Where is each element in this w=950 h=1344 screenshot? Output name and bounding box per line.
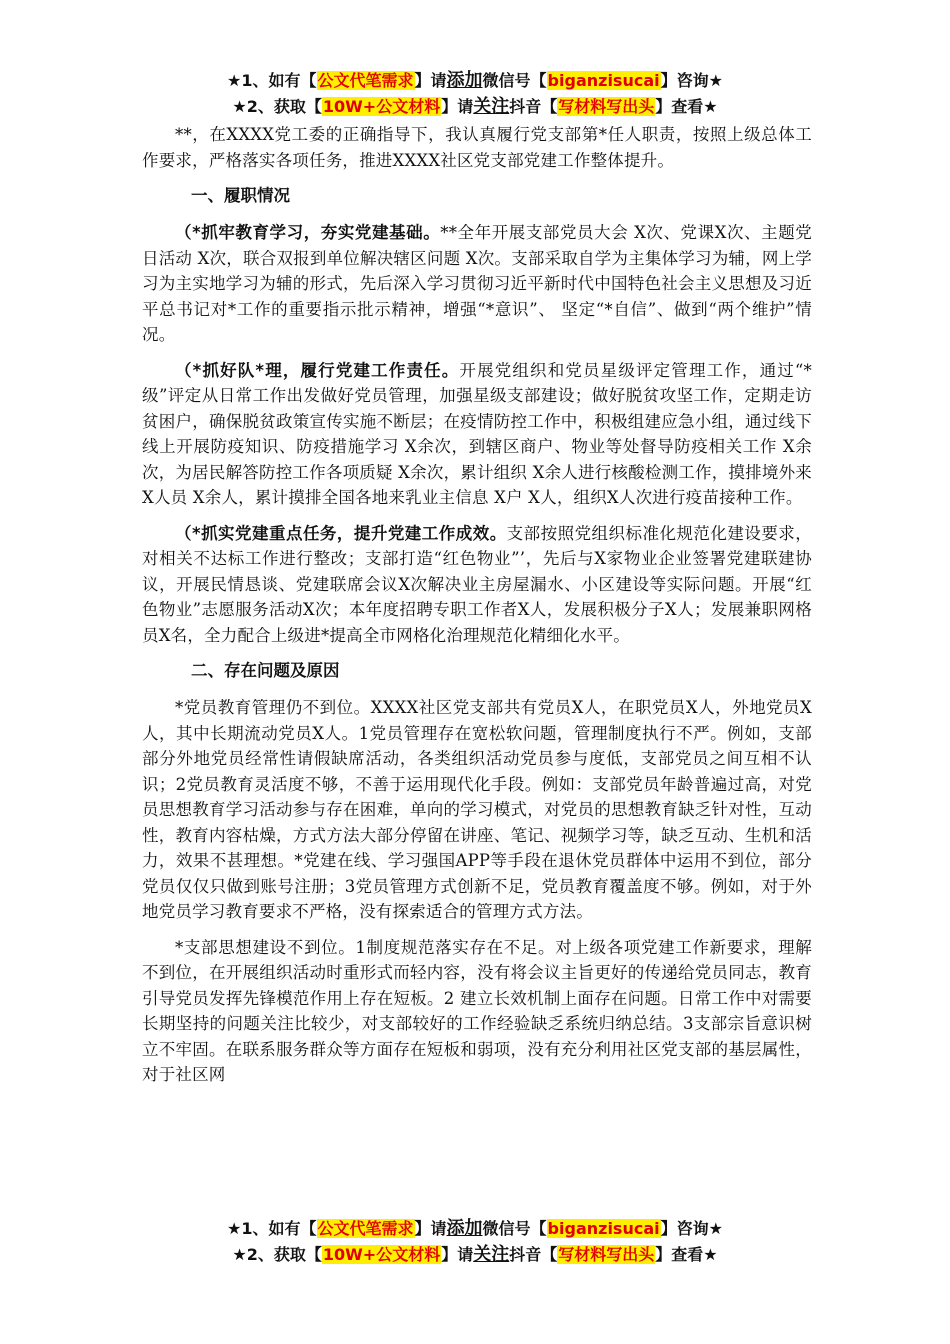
- highlight-douyin: 写材料写出头: [558, 97, 655, 116]
- section-heading-1: 一、履职情况: [191, 186, 290, 205]
- document-body: [142, 122, 812, 1088]
- paragraph-lead: （*抓牢教育学习，夯实党建基础。: [175, 223, 441, 242]
- paragraph-lead: （*抓实党建重点任务，提升党建工作成效。: [175, 523, 507, 543]
- paragraph-problem-2: *支部思想建设不到位。1制度规范落实存在不足。对上级各项党建工作新要求，理解不到位，在开展组织活动时重形式而轻内容，没有将会议主旨更好的传递给党员同志，教育引导党员发挥先锋模范作用上存在短板。2 建立长效机制上面存在问题。日常工作中对需要长期坚持的问题关注比较少，对支部较好的工作经验缺乏系统归纳总结。3支部宗旨意识树立不牢固。在联系服务群众等方面存在短板和弱项，没有充分利用社区党支部的基层属性，对于社区网: [142, 937, 812, 1084]
- promo-line-2: ★2、获取【10W+公文材料】请关注抖音【写材料写出头】查看★: [232, 96, 718, 117]
- paragraph-problem-1: *党员教育管理仍不到位。XXXX社区党支部共有党员X人，在职党员X人，外地党员X人，其中长期流动党员X人。1党员管理存在宽松软问题，管理制度执行不严。例如，支部部分外地党员经常性请假缺席活动，各类组织活动党员参与度低，支部党员之间互相不认识；2党员教育灵活度不够，不善于运用现代化手段。例如：支部党员年龄普遍过高，对党员思想教育学习活动参与存在困难，单向的学习模式，对党员的思想教育缺乏针对性，互动性，教育内容枯燥，方式方法大部分停留在讲座、笔记、视频学习等，缺乏互动、生机和活力，效果不甚理想。*党建在线、学习强国APP等手段在退休党员群体中运用不到位，部分党员仅仅只做到账号注册；3党员管理方式创新不足，党员教育覆盖度不够。例如，对于外地党员学习教育要求不严格，没有探索适合的管理方式方法。: [142, 698, 812, 921]
- highlight-wechat-id: biganzisucai: [547, 1219, 660, 1238]
- highlight-wechat-id: biganzisucai: [547, 71, 660, 90]
- promo-banner-top: [0, 68, 950, 120]
- intro-paragraph: **，在XXXX党工委的正确指导下，我认真履行党支部第*任人职责，按照上级总体工作要求，严格落实各项任务，推进XXXX社区党支部党建工作整体提升。: [142, 125, 812, 170]
- paragraph-tasks: （*抓实党建重点任务，提升党建工作成效。支部按照党组织标准化规范化建设要求，对相关不达标工作进行整改；支部打造“红色物业”’，先后与X家物业企业签署党建联建协议，开展民情恳谈、党建联席会议X次解决业主房屋漏水、小区建设等实际问题。开展“红色物业”志愿服务活动X次；本年度招聘专职工作者X人，发展积极分子X人；发展兼职网格员X名，全力配合上级进*提高全市网格化治理规范化精细化水平。: [142, 523, 812, 645]
- promo-line-1: ★1、如有【公文代笔需求】请添加微信号【biganzisucai】咨询★: [227, 70, 723, 91]
- highlight-ghostwriting: 公文代笔需求: [317, 71, 414, 90]
- highlight-ghostwriting: 公文代笔需求: [317, 1219, 414, 1238]
- paragraph-team: （*抓好队*理，履行党建工作责任。开展党组织和党员星级评定管理工作，通过“*级”评定从日常工作出发做好党员管理，加强星级支部建设；做好脱贫攻坚工作，定期走访贫困户，确保脱贫政策宣传实施不断层；在疫情防控工作中，积极组建应急小组，通过线下线上开展防疫知识、防疫措施学习 X余次，到辖区商户、物业等处督导防疫相关工作 X余次，为居民解答防控工作各项质疑 X余次，累计组织 X余人进行核酸检测工作，摸排境外来X人员 X余人，累计摸排全国各地来乳业主信息 X户 X人，组织X人次进行疫苗接种工作。: [142, 360, 812, 507]
- promo-banner-bottom: [0, 1216, 950, 1268]
- promo-line-1: ★1、如有【公文代笔需求】请添加微信号【biganzisucai】咨询★: [227, 1218, 723, 1239]
- highlight-douyin: 写材料写出头: [558, 1245, 655, 1264]
- paragraph-lead: （*抓好队*理，履行党建工作责任。: [175, 360, 460, 380]
- paragraph-study: （*抓牢教育学习，夯实党建基础。**全年开展支部党员大会 X次、党课X次、主题党日活动 X次，联合双报到单位解决辖区问题 X次。支部采取自学为主集体学习为辅，网上学习为主实地学习为辅的形式，先后深入学习贯彻习近平新时代中国特色社会主义思想及习近平总书记对*工作的重要指示批示精神，增强“*意识”、 坚定“*自信”、做到“两个维护”情况。: [142, 223, 812, 344]
- section-heading-2: 二、存在问题及原因: [191, 661, 340, 680]
- promo-line-2: ★2、获取【10W+公文材料】请关注抖音【写材料写出头】查看★: [232, 1244, 718, 1265]
- highlight-materials: 10W+公文材料: [322, 97, 441, 116]
- highlight-materials: 10W+公文材料: [322, 1245, 441, 1264]
